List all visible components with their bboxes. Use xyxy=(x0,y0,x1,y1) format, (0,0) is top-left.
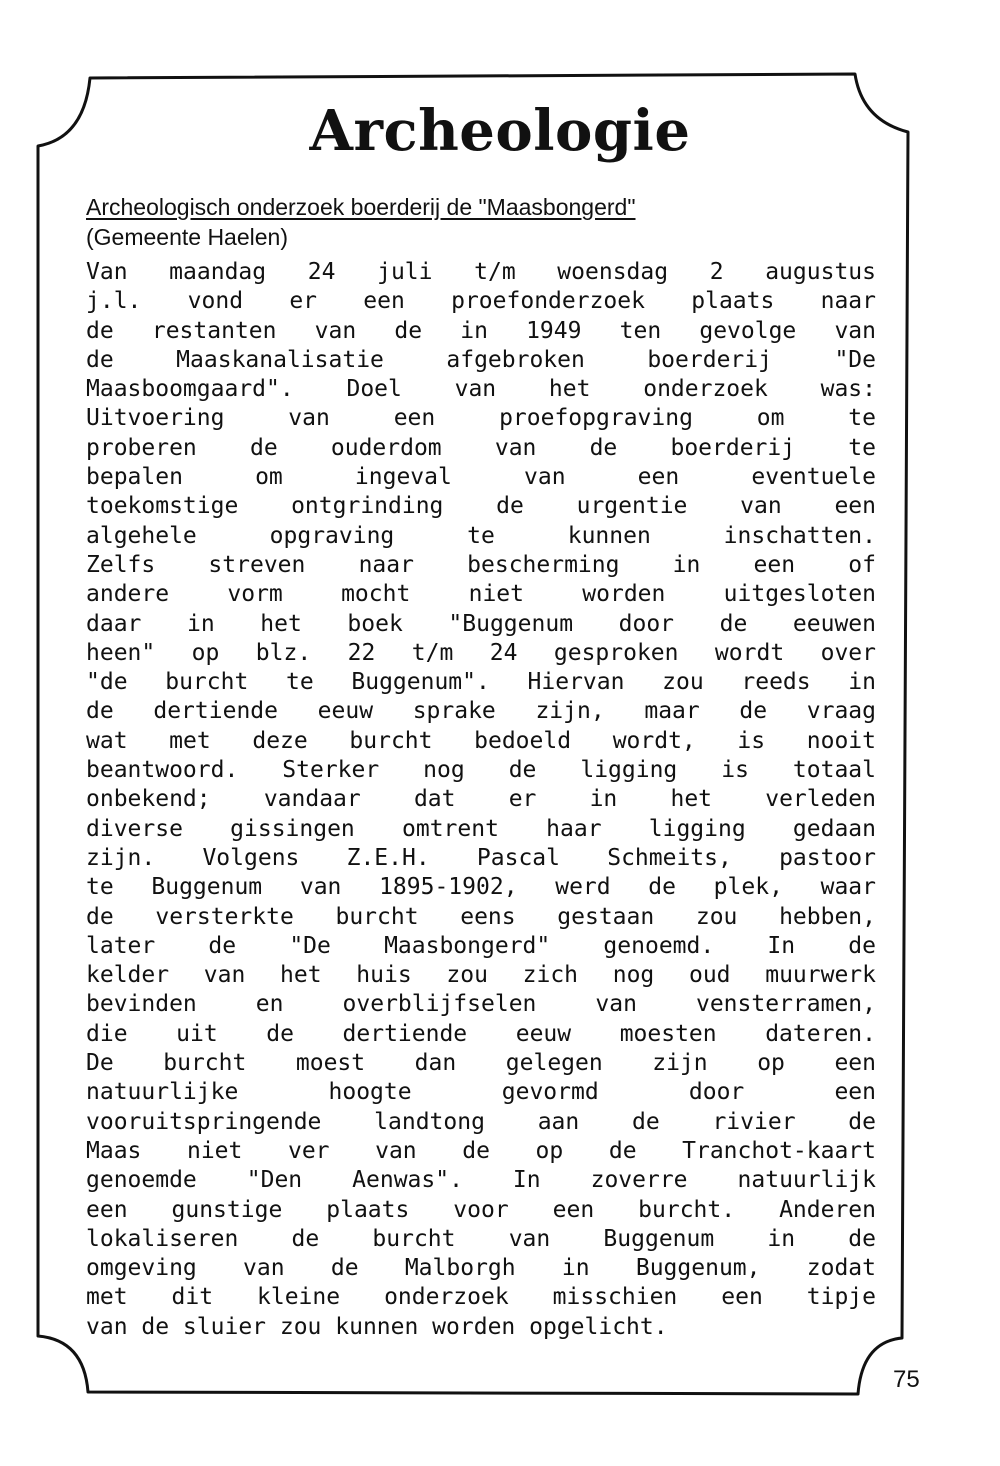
page-number: 75 xyxy=(893,1366,920,1393)
body-line: toekomstige ontgrinding de urgentie van een xyxy=(86,493,876,520)
body-line: met dit kleine onderzoek misschien een tipje xyxy=(86,1284,876,1311)
body-line: diverse gissingen omtrent haar ligging gedaan xyxy=(86,815,876,842)
body-line: Maas niet ver van de op de Tranchot-kaart xyxy=(86,1137,876,1164)
body-line: zijn. Volgens Z.E.H. Pascal Schmeits, pastoor xyxy=(86,844,876,871)
body-line: natuurlijke hoogte gevormd door een xyxy=(86,1079,876,1106)
body-line: later de "De Maasbongerd" genoemd. In de xyxy=(86,932,876,959)
body-line: de dertiende eeuw sprake zijn, maar de vraag xyxy=(86,698,876,725)
body-line: heen" op blz. 22 t/m 24 gesproken wordt over xyxy=(86,639,876,666)
body-line: een gunstige plaats voor een burcht. Anderen xyxy=(86,1196,876,1223)
body-line: Uitvoering van een proefopgraving om te xyxy=(86,405,876,432)
body-line: daar in het boek "Buggenum door de eeuwen xyxy=(86,610,876,637)
body-line: bepalen om ingeval van een eventuele xyxy=(86,464,876,491)
body-line: bevinden en overblijfselen van vensterramen, xyxy=(86,991,876,1018)
body-line: j.l. vond er een proefonderzoek plaats naar xyxy=(86,288,876,315)
body-line: de versterkte burcht eens gestaan zou hebben, xyxy=(86,903,876,930)
body-line: andere vorm mocht niet worden uitgesloten xyxy=(86,581,876,608)
body-line: "de burcht te Buggenum". Hiervan zou reeds in xyxy=(86,669,876,696)
body-line: de restanten van de in 1949 ten gevolge van xyxy=(86,317,876,344)
body-line: proberen de ouderdom van de boerderij te xyxy=(86,434,876,461)
article-body xyxy=(86,258,876,1342)
body-line: vooruitspringende landtong aan de rivier de xyxy=(86,1108,876,1135)
body-line: kelder van het huis zou zich nog oud muurwerk xyxy=(86,962,876,989)
body-line: omgeving van de Malborgh in Buggenum, zodat xyxy=(86,1255,876,1282)
body-line: Maasboomgaard". Doel van het onderzoek was: xyxy=(86,376,876,403)
body-line: wat met deze burcht bedoeld wordt, is nooit xyxy=(86,727,876,754)
body-line: Van maandag 24 juli t/m woensdag 2 augustus xyxy=(86,259,876,285)
body-line: onbekend; vandaar dat er in het verleden xyxy=(86,786,876,813)
body-line: van de sluier zou kunnen worden opgelicht. xyxy=(86,1313,668,1340)
subtitle-line: Archeologisch onderzoek boerderij de "Maasbongerd" xyxy=(86,194,636,220)
subtitle-municipality: (Gemeente Haelen) xyxy=(86,224,288,250)
body-line: lokaliseren de burcht van Buggenum in de xyxy=(86,1225,876,1252)
article-subtitle xyxy=(86,192,846,252)
body-line: beantwoord. Sterker nog de ligging is totaal xyxy=(86,757,876,784)
body-line: genoemde "Den Aenwas". In zoverre natuurlijk xyxy=(86,1167,876,1194)
page-title: Archeologie xyxy=(309,98,691,164)
body-line: Zelfs streven naar bescherming in een of xyxy=(86,551,876,578)
body-line: de Maaskanalisatie afgebroken boerderij "De xyxy=(86,346,876,373)
body-line: te Buggenum van 1895-1902, werd de plek, waar xyxy=(86,874,876,901)
body-line: die uit de dertiende eeuw moesten dateren. xyxy=(86,1020,876,1047)
body-line: De burcht moest dan gelegen zijn op een xyxy=(86,1050,876,1077)
body-line: algehele opgraving te kunnen inschatten. xyxy=(86,522,876,549)
